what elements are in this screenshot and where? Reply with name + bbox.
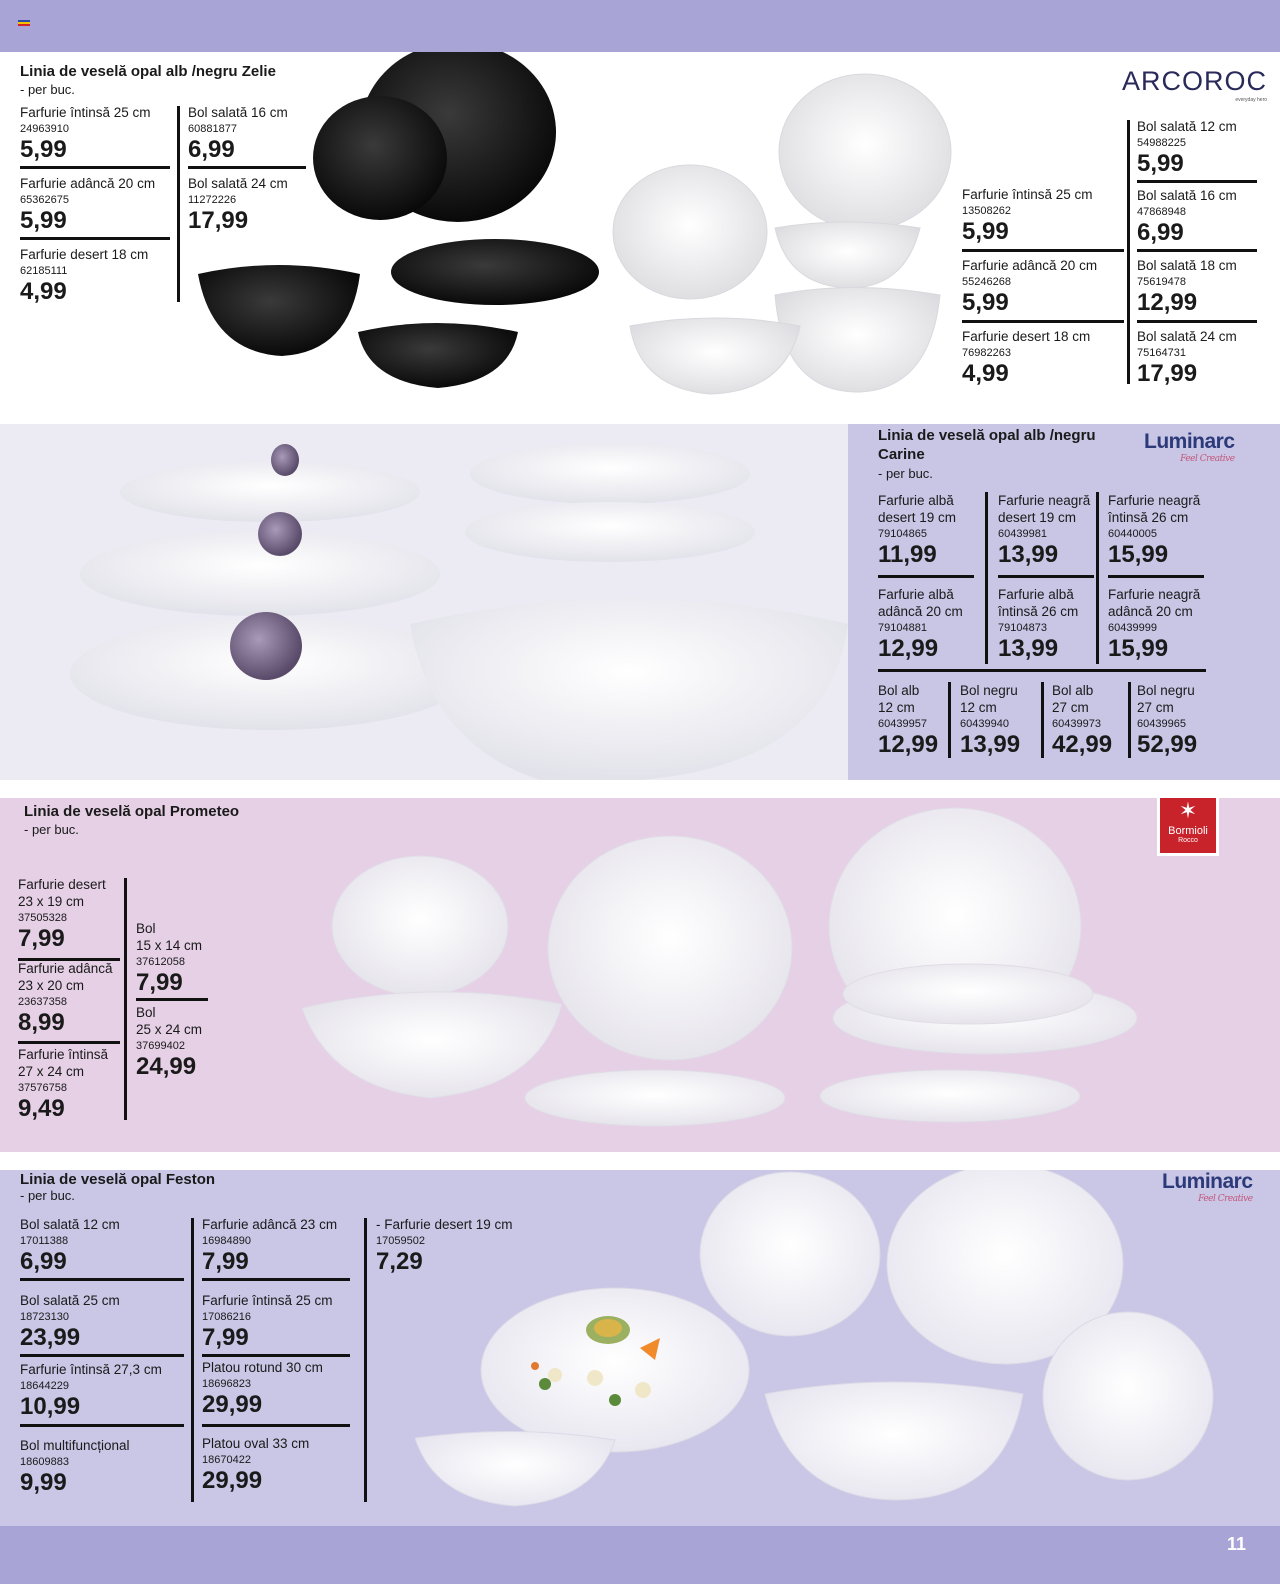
- divider: [1137, 180, 1257, 183]
- carine-section: [0, 424, 1280, 780]
- product-item: Farfurie albă desert 19 cm 79104865 11,99: [878, 493, 957, 568]
- divider: [202, 1278, 350, 1281]
- section-title: Linia de veselă opal alb /negru Carine: [878, 427, 1096, 463]
- section-subtitle: - per buc.: [24, 822, 79, 837]
- divider: [202, 1424, 350, 1427]
- carine-dishes-image: [0, 424, 848, 780]
- product-item: Bol 25 x 24 cm 37699402 24,99: [136, 1005, 203, 1080]
- product-item: - Farfurie desert 19 cm 17059502 7,29: [376, 1217, 513, 1275]
- product-item: Bol salată 25 cm 18723130 23,99: [20, 1293, 120, 1351]
- luminarc-logo: Luminarc Feel Creative: [1144, 430, 1235, 464]
- product-item: Bol alb 12 cm 60439957 12,99: [878, 683, 939, 758]
- product-item: Bol 15 x 14 cm 37612058 7,99: [136, 921, 203, 996]
- divider: [20, 1354, 184, 1357]
- divider: [985, 492, 988, 664]
- product-item: Bol salată 24 cm 11272226 17,99: [188, 176, 288, 234]
- product-item: Farfurie adâncă 20 cm 65362675 5,99: [20, 176, 156, 234]
- product-item: Farfurie întinsă 25 cm 17086216 7,99: [202, 1293, 333, 1351]
- divider: [1096, 492, 1099, 664]
- product-item: Farfurie întinsă 25 cm 24963910 5,99: [20, 105, 151, 163]
- divider: [18, 1041, 120, 1044]
- product-item: Farfurie albă adâncă 20 cm 79104881 12,99: [878, 587, 963, 662]
- product-item: Bol salată 12 cm 54988225 5,99: [1137, 119, 1237, 177]
- product-item: Farfurie desert 18 cm 76982263 4,99: [962, 329, 1091, 387]
- divider: [202, 1354, 350, 1357]
- product-item: Farfurie desert 23 x 19 cm 37505328 7,99: [18, 877, 106, 952]
- divider: [1108, 575, 1204, 578]
- bottom-band: [0, 1526, 1280, 1584]
- divider: [1137, 249, 1257, 252]
- product-item: Farfurie adâncă 23 x 20 cm 23637358 8,99: [18, 961, 113, 1036]
- feston-dishes-image: [415, 1170, 1225, 1526]
- product-item: Farfurie neagră întinsă 26 cm 60440005 15,99: [1108, 493, 1201, 568]
- divider: [20, 166, 170, 169]
- zelie-section: [0, 52, 1280, 412]
- feston-section: [0, 1170, 1280, 1526]
- divider: [1127, 120, 1130, 384]
- divider: [1137, 320, 1257, 323]
- carine-price-panel: [848, 424, 1280, 780]
- divider: [948, 682, 951, 758]
- product-item: Bol salată 16 cm 60881877 6,99: [188, 105, 288, 163]
- zelie-dishes-image: [190, 52, 960, 412]
- divider: [191, 1218, 194, 1502]
- arcoroc-logo: ARCOROC everyday hero: [1122, 66, 1268, 103]
- product-item: Farfurie adâncă 23 cm 16984890 7,99: [202, 1217, 338, 1275]
- product-item: Bol negru 27 cm 60439965 52,99: [1137, 683, 1198, 758]
- page-number: 11: [1226, 1534, 1246, 1554]
- carine-photo: [0, 424, 848, 780]
- luminarc-logo: Luminarc Feel Creative: [1162, 1170, 1253, 1204]
- divider: [177, 106, 180, 302]
- divider: [20, 237, 170, 240]
- section-subtitle: - per buc.: [20, 1188, 75, 1203]
- product-item: Farfurie neagră adâncă 20 cm 60439999 15,99: [1108, 587, 1201, 662]
- divider: [878, 575, 974, 578]
- product-item: Farfurie desert 18 cm 62185111 4,99: [20, 247, 149, 305]
- product-item: Bol negru 12 cm 60439940 13,99: [960, 683, 1021, 758]
- product-item: Bol salată 12 cm 17011388 6,99: [20, 1217, 120, 1275]
- product-item: Bol alb 27 cm 60439973 42,99: [1052, 683, 1113, 758]
- divider: [1128, 682, 1131, 758]
- section-title: Linia de veselă opal Prometeo: [24, 803, 240, 820]
- product-item: Farfurie neagră desert 19 cm 60439981 13,99: [998, 493, 1091, 568]
- divider: [20, 1278, 184, 1281]
- section-title: Linia de veselă opal Feston: [20, 1171, 216, 1188]
- prometeo-section: [0, 798, 1280, 1152]
- product-item: Bol salată 18 cm 75619478 12,99: [1137, 258, 1237, 316]
- product-item: Bol salată 16 cm 47868948 6,99: [1137, 188, 1237, 246]
- section-subtitle: - per buc.: [878, 466, 933, 481]
- section-subtitle: - per buc.: [20, 82, 75, 97]
- top-band: [0, 0, 1280, 52]
- bormioli-logo: ✶ Bormioli Rocco: [1157, 798, 1219, 856]
- divider: [962, 320, 1124, 323]
- divider: [998, 575, 1094, 578]
- divider: [20, 1424, 184, 1427]
- product-item: Bol multifuncțional 18609883 9,99: [20, 1438, 130, 1496]
- divider: [124, 878, 127, 1120]
- product-item: Farfurie întinsă 27 x 24 cm 37576758 9,49: [18, 1047, 109, 1122]
- product-item: Farfurie albă întinsă 26 cm 79104873 13,99: [998, 587, 1079, 662]
- product-item: Farfurie întinsă 27,3 cm 18644229 10,99: [20, 1362, 162, 1420]
- prometeo-dishes-image: [290, 798, 1170, 1152]
- divider: [1041, 682, 1044, 758]
- romania-flag-icon: [18, 20, 30, 27]
- product-item: Platou rotund 30 cm 18696823 29,99: [202, 1360, 323, 1418]
- product-item: Bol salată 24 cm 75164731 17,99: [1137, 329, 1237, 387]
- divider: [962, 249, 1124, 252]
- product-item: Farfurie adâncă 20 cm 55246268 5,99: [962, 258, 1098, 316]
- divider: [364, 1218, 367, 1502]
- divider: [136, 998, 208, 1001]
- section-title: Linia de veselă opal alb /negru Zelie: [20, 63, 276, 80]
- product-item: Farfurie întinsă 25 cm 13508262 5,99: [962, 187, 1093, 245]
- divider: [878, 669, 1206, 672]
- product-item: Platou oval 33 cm 18670422 29,99: [202, 1436, 310, 1494]
